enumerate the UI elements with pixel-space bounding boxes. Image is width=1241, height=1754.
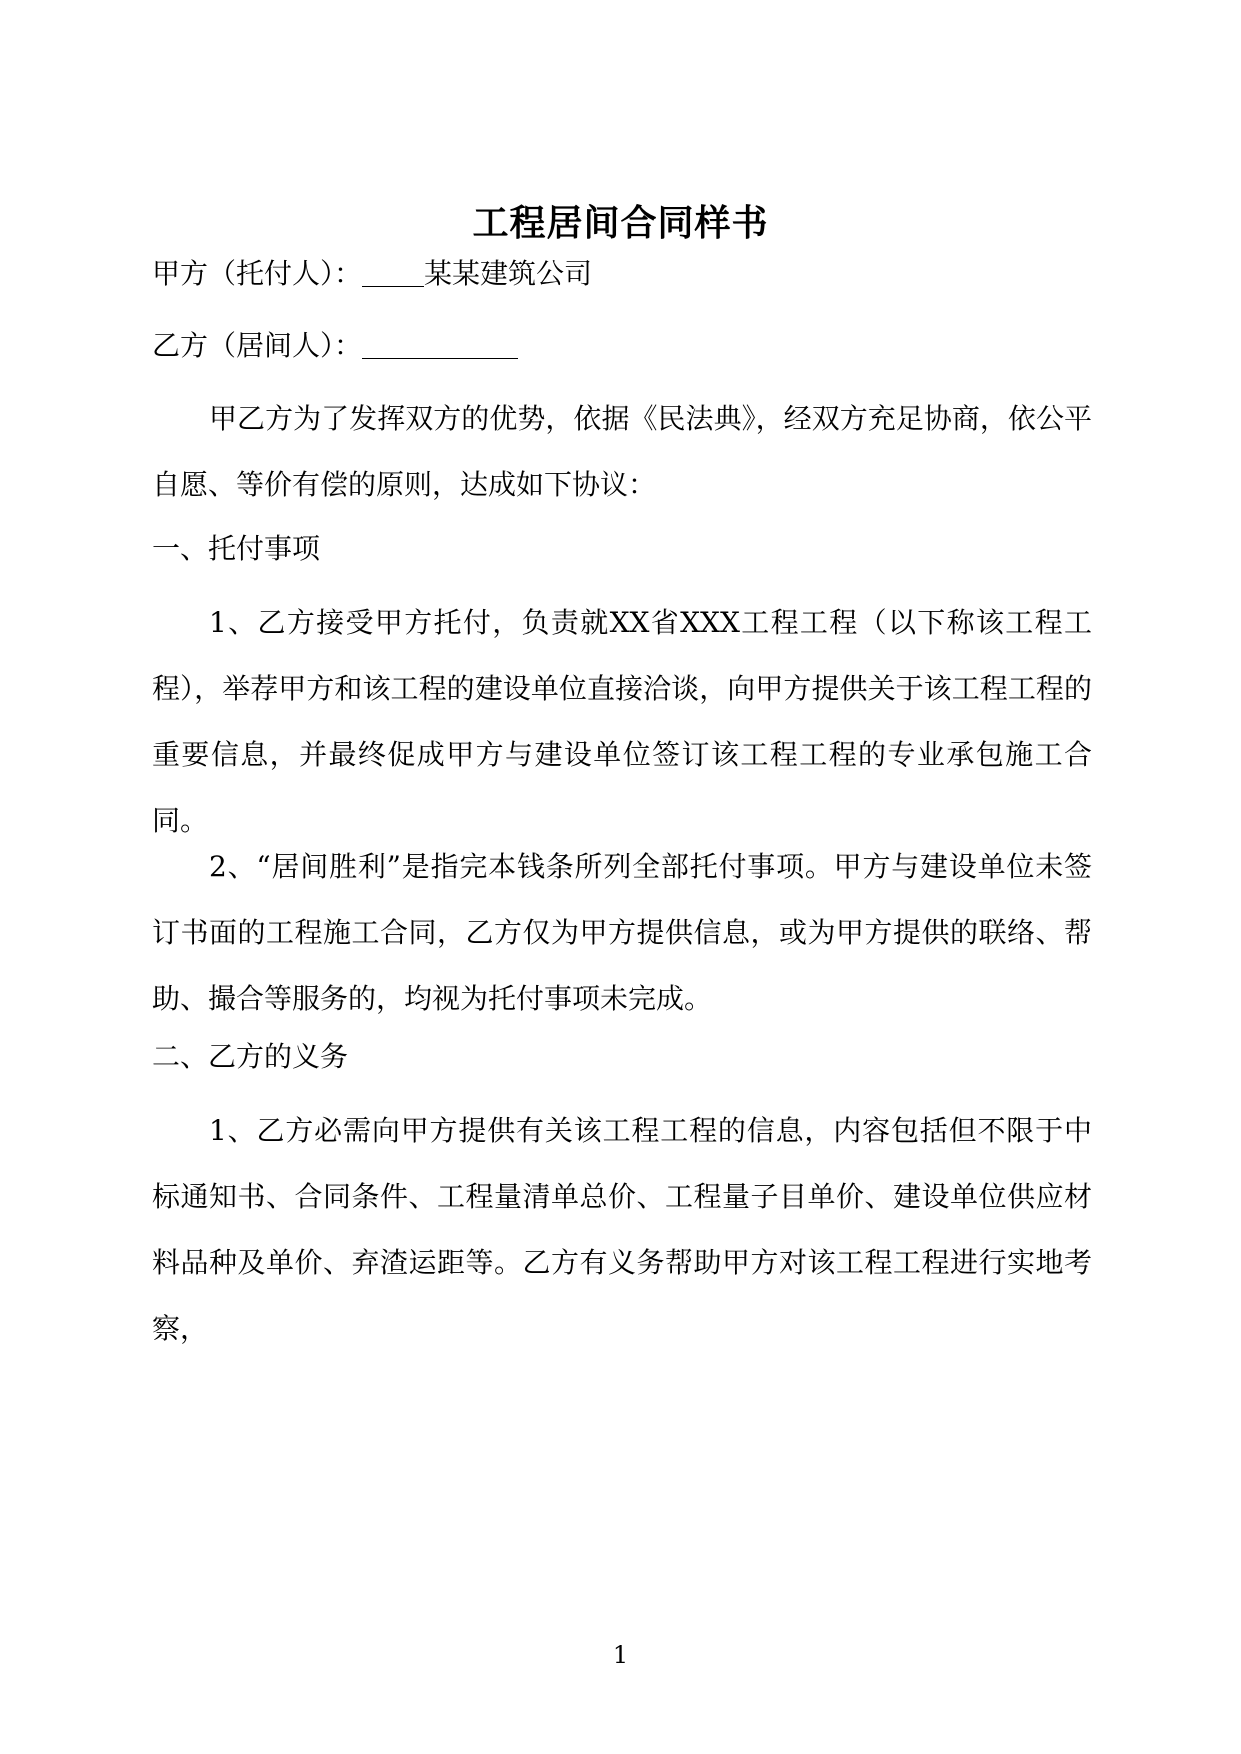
party-b-blank	[362, 328, 518, 359]
party-a-name: 某某建筑公司	[424, 257, 593, 290]
party-b-line	[152, 324, 1092, 368]
party-a-label: 甲方（托付人）：	[152, 257, 363, 290]
section2-heading: 二、乙方的义务	[152, 1040, 349, 1073]
party-a-line	[152, 252, 1092, 296]
intro-paragraph: 甲乙方为了发挥双方的优势，依据《民法典》，经双方充足协商，依公平自愿、等价有偿的原则，达成如下协议：	[152, 402, 1092, 501]
section2-item1: 1、乙方必需向甲方提供有关该工程工程的信息，内容包括但不限于中标通知书、合同条件、工程量清单总价、工程量子目单价、建设单位供应材料品种及单价、弃渣运距等。乙方有义务帮助甲方对该工程工程进行实地考察，	[152, 1114, 1092, 1345]
party-a-blank	[362, 256, 424, 287]
page-number: 1	[612, 1641, 629, 1669]
section1-item1: 1、乙方接受甲方托付，负责就XX省XXX工程工程（以下称该工程工程），举荐甲方和该工程的建设单位直接洽谈，向甲方提供关于该工程工程的重要信息，并最终促成甲方与建设单位签订该工程工程的专业承包施工合同。	[152, 606, 1092, 837]
party-b-label: 乙方（居间人）：	[152, 329, 363, 362]
section1-item2: 2、“居间胜利”是指完本钱条所列全部托付事项。甲方与建设单位未签订书面的工程施工合同，乙方仅为甲方提供信息，或为甲方提供的联络、帮助、撮合等服务的，均视为托付事项未完成。	[152, 850, 1092, 1015]
document-title: 工程居间合同样书	[472, 202, 769, 244]
section1-heading: 一、托付事项	[152, 532, 321, 565]
